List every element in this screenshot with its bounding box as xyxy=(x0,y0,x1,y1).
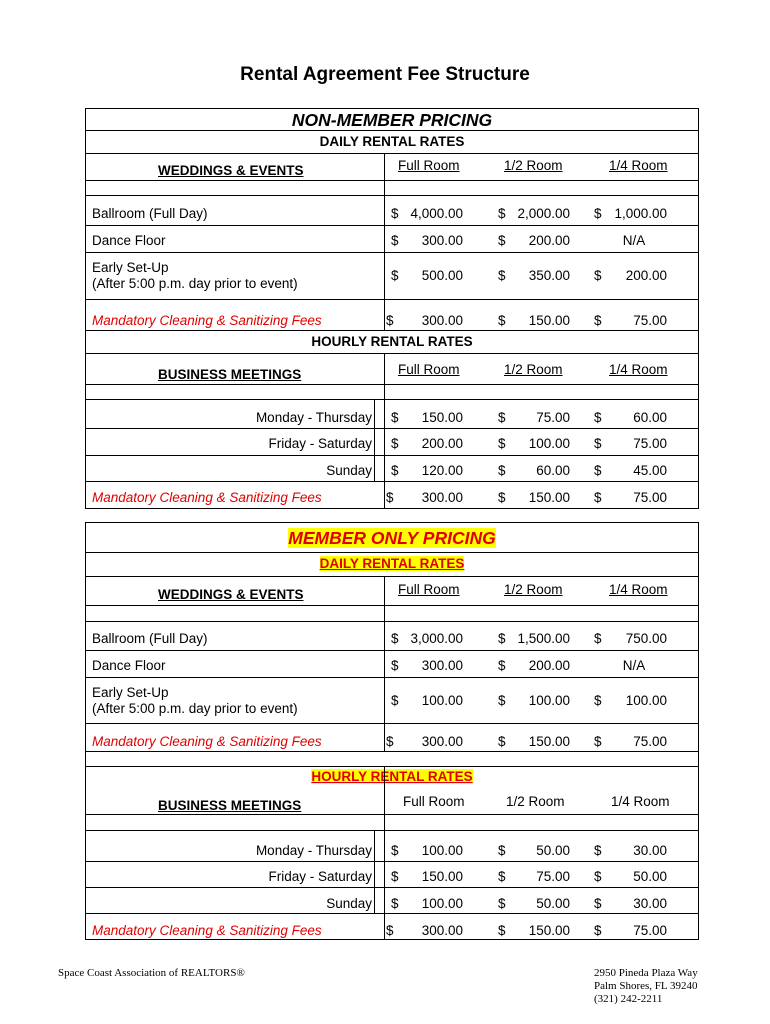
nonmember-header: NON-MEMBER PRICING xyxy=(291,110,493,130)
nonmember-hourly-category: BUSINESS MEETINGS xyxy=(158,367,302,382)
page-title: Rental Agreement Fee Structure xyxy=(240,64,530,85)
member-table: MEMBER ONLY PRICING DAILY RENTAL RATES WEDDINGS & EVENTS Full Room 1/2 Room 1/4 Room Ballroom (Full Day) $ 3,000.00 $ 1,500.00 $ 750.00 Dance Floor $ 300.00 $ 200.00 N/A Early Set-Up (After 5:00 p.m. day prior to event) $ 100.00 $ 100.00 $ 100.00 Mandatory Cleaning & Sanitizing Fees $ 300.00 $ 150.00 $ 75.00 HOURLY RENTAL RATES BUSINESS MEETINGS Full Room 1/2 Room 1/4 Room Monday - Thursday $ 100.00 $ 50.00 $ 30.00 Friday - Saturday $ 150.00 $ 75.00 $ 50.00 Sunday $ 100.00 $ 50.00 $ 30.00 Mandatory Cleaning & Sanitizing Fees $ 300.00 $ 150.00 $ 75.00 xyxy=(85,522,699,940)
col-full-room: Full Room xyxy=(398,158,460,173)
col-half-room: 1/2 Room xyxy=(504,158,563,173)
footer-org: Space Coast Association of REALTORS® xyxy=(58,967,245,979)
nonmember-table: NON-MEMBER PRICING DAILY RENTAL RATES WEDDINGS & EVENTS Full Room 1/2 Room 1/4 Room Ballroom (Full Day) $ 4,000.00 $ 2,000.00 $ 1,000.00 Dance Floor $ 300.00 $ 200.00 N/A Early Set-Up (After 5:00 p.m. day prior to event) $ 500.00 $ 350.00 $ 200.00 Mandatory Cleaning & Sanitizing Fees $ 300.00 $ 150.00 $ 75.00 HOURLY RENTAL RATES BUSINESS MEETINGS Full Room 1/2 Room 1/4 Room Monday - Thursday $ 150.00 $ 75.00 $ 60.00 Friday - Saturday $ 200.00 $ 100.00 $ 75.00 Sunday $ 120.00 $ 60.00 $ 45.00 Mandatory Cleaning & Sanitizing Fees $ 300.00 $ 150.00 $ 75.00 xyxy=(85,108,699,509)
footer-phone: (321) 242-2211 xyxy=(594,993,663,1005)
col-quarter-room: 1/4 Room xyxy=(609,158,668,173)
nonmember-hourly-title: HOURLY RENTAL RATES xyxy=(311,334,473,349)
footer-address xyxy=(594,967,698,1006)
footer-address-line1: 2950 Pineda Plaza Way xyxy=(594,967,698,979)
member-hourly-category: BUSINESS MEETINGS xyxy=(158,798,302,813)
member-daily-title: DAILY RENTAL RATES xyxy=(319,556,465,571)
member-daily-category: WEDDINGS & EVENTS xyxy=(158,587,304,602)
nonmember-daily-title: DAILY RENTAL RATES xyxy=(319,134,465,149)
member-header: MEMBER ONLY PRICING xyxy=(288,528,496,548)
footer-address-line2: Palm Shores, FL 39240 xyxy=(594,980,698,992)
nonmember-daily-category: WEDDINGS & EVENTS xyxy=(158,163,304,178)
member-hourly-title: HOURLY RENTAL RATES xyxy=(311,769,473,784)
